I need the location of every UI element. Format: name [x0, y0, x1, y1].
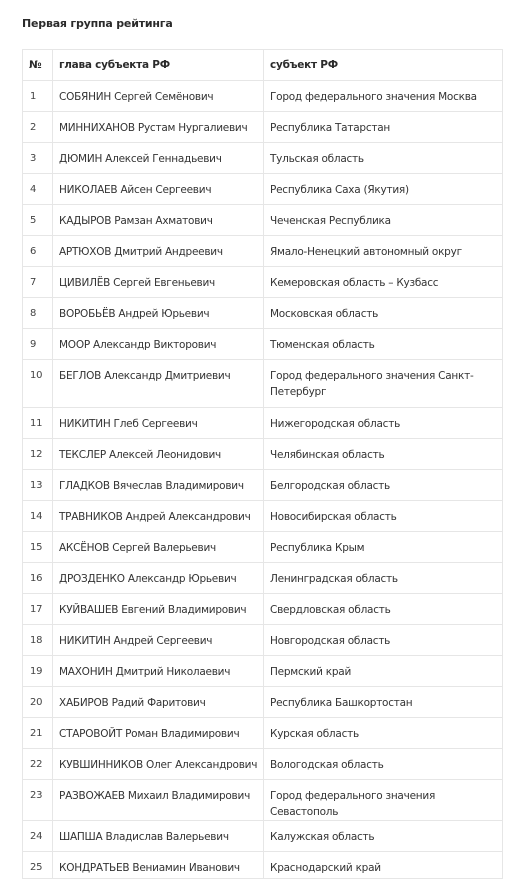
table-row	[23, 112, 503, 143]
head-name: КУВШИННИКОВ Олег Александрович	[53, 749, 264, 780]
subject-name: Вологодская область	[264, 749, 503, 780]
table-row	[23, 656, 503, 687]
head-name: НИКОЛАЕВ Айсен Сергеевич	[53, 174, 264, 205]
table-row	[23, 205, 503, 236]
column-header-head: глава субъекта РФ	[53, 50, 264, 81]
head-name: КУЙВАШЕВ Евгений Владимирович	[53, 594, 264, 625]
table-row	[23, 532, 503, 563]
row-number: 8	[23, 298, 53, 329]
table-row	[23, 821, 503, 852]
row-number: 21	[23, 718, 53, 749]
head-name: МИННИХАНОВ Рустам Нургалиевич	[53, 112, 264, 143]
table-row	[23, 470, 503, 501]
subject-name: Ленинградская область	[264, 563, 503, 594]
head-name: ДЮМИН Алексей Геннадьевич	[53, 143, 264, 174]
subject-name: Город федерального значения Москва	[264, 81, 503, 112]
row-number: 20	[23, 687, 53, 718]
head-name: ШАПША Владислав Валерьевич	[53, 821, 264, 852]
table-row	[23, 298, 503, 329]
table-row	[23, 563, 503, 594]
head-name: НИКИТИН Глеб Сергеевич	[53, 408, 264, 439]
subject-name: Тульская область	[264, 143, 503, 174]
subject-name: Челябинская область	[264, 439, 503, 470]
table-row	[23, 594, 503, 625]
table-row	[23, 360, 503, 408]
table-row	[23, 780, 503, 821]
subject-name: Город федерального значения Санкт-Петербург	[264, 360, 503, 408]
head-name: МООР Александр Викторович	[53, 329, 264, 360]
head-name: ТЕКСЛЕР Алексей Леонидович	[53, 439, 264, 470]
row-number: 7	[23, 267, 53, 298]
head-name: ВОРОБЬЁВ Андрей Юрьевич	[53, 298, 264, 329]
table-row	[23, 718, 503, 749]
head-name: СТАРОВОЙТ Роман Владимирович	[53, 718, 264, 749]
subject-name: Нижегородская область	[264, 408, 503, 439]
row-number: 11	[23, 408, 53, 439]
subject-name: Московская область	[264, 298, 503, 329]
subject-name: Белгородская область	[264, 470, 503, 501]
table-row	[23, 852, 503, 879]
head-name: АКСЁНОВ Сергей Валерьевич	[53, 532, 264, 563]
table-row	[23, 267, 503, 298]
rating-group-heading: Первая группа рейтинга	[22, 17, 173, 30]
subject-name: Свердловская область	[264, 594, 503, 625]
row-number: 22	[23, 749, 53, 780]
row-number: 23	[23, 780, 53, 821]
table-row	[23, 501, 503, 532]
subject-name: Тюменская область	[264, 329, 503, 360]
row-number: 13	[23, 470, 53, 501]
table-row	[23, 625, 503, 656]
subject-name: Ямало-Ненецкий автономный округ	[264, 236, 503, 267]
subject-name: Чеченская Республика	[264, 205, 503, 236]
head-name: МАХОНИН Дмитрий Николаевич	[53, 656, 264, 687]
head-name: АРТЮХОВ Дмитрий Андреевич	[53, 236, 264, 267]
row-number: 10	[23, 360, 53, 408]
table-row	[23, 408, 503, 439]
table-row	[23, 439, 503, 470]
head-name: ЦИВИЛЁВ Сергей Евгеньевич	[53, 267, 264, 298]
row-number: 16	[23, 563, 53, 594]
table-row	[23, 236, 503, 267]
head-name: СОБЯНИН Сергей Семёнович	[53, 81, 264, 112]
row-number: 2	[23, 112, 53, 143]
column-header-subject: субъект РФ	[264, 50, 503, 81]
head-name: ГЛАДКОВ Вячеслав Владимирович	[53, 470, 264, 501]
row-number: 5	[23, 205, 53, 236]
subject-name: Республика Татарстан	[264, 112, 503, 143]
row-number: 18	[23, 625, 53, 656]
table-row	[23, 81, 503, 112]
head-name: КОНДРАТЬЕВ Вениамин Иванович	[53, 852, 264, 879]
row-number: 19	[23, 656, 53, 687]
row-number: 6	[23, 236, 53, 267]
head-name: ХАБИРОВ Радий Фаритович	[53, 687, 264, 718]
rating-table	[22, 49, 503, 879]
subject-name: Республика Крым	[264, 532, 503, 563]
subject-name: Новосибирская область	[264, 501, 503, 532]
subject-name: Республика Башкортостан	[264, 687, 503, 718]
subject-name: Город федерального значения Севастополь	[264, 780, 503, 821]
row-number: 17	[23, 594, 53, 625]
row-number: 15	[23, 532, 53, 563]
subject-name: Курская область	[264, 718, 503, 749]
table-row	[23, 329, 503, 360]
row-number: 25	[23, 852, 53, 879]
row-number: 9	[23, 329, 53, 360]
row-number: 14	[23, 501, 53, 532]
head-name: РАЗВОЖАЕВ Михаил Владимирович	[53, 780, 264, 821]
subject-name: Новгородская область	[264, 625, 503, 656]
subject-name: Пермский край	[264, 656, 503, 687]
head-name: НИКИТИН Андрей Сергеевич	[53, 625, 264, 656]
row-number: 24	[23, 821, 53, 852]
head-name: ДРОЗДЕНКО Александр Юрьевич	[53, 563, 264, 594]
row-number: 12	[23, 439, 53, 470]
table-header-row	[23, 50, 503, 81]
table-row	[23, 174, 503, 205]
head-name: БЕГЛОВ Александр Дмитриевич	[53, 360, 264, 408]
row-number: 1	[23, 81, 53, 112]
subject-name: Краснодарский край	[264, 852, 503, 879]
head-name: КАДЫРОВ Рамзан Ахматович	[53, 205, 264, 236]
head-name: ТРАВНИКОВ Андрей Александрович	[53, 501, 264, 532]
subject-name: Кемеровская область – Кузбасс	[264, 267, 503, 298]
table-row	[23, 687, 503, 718]
subject-name: Республика Саха (Якутия)	[264, 174, 503, 205]
row-number: 3	[23, 143, 53, 174]
column-header-number: №	[23, 50, 53, 81]
subject-name: Калужская область	[264, 821, 503, 852]
row-number: 4	[23, 174, 53, 205]
table-row	[23, 143, 503, 174]
table-row	[23, 749, 503, 780]
